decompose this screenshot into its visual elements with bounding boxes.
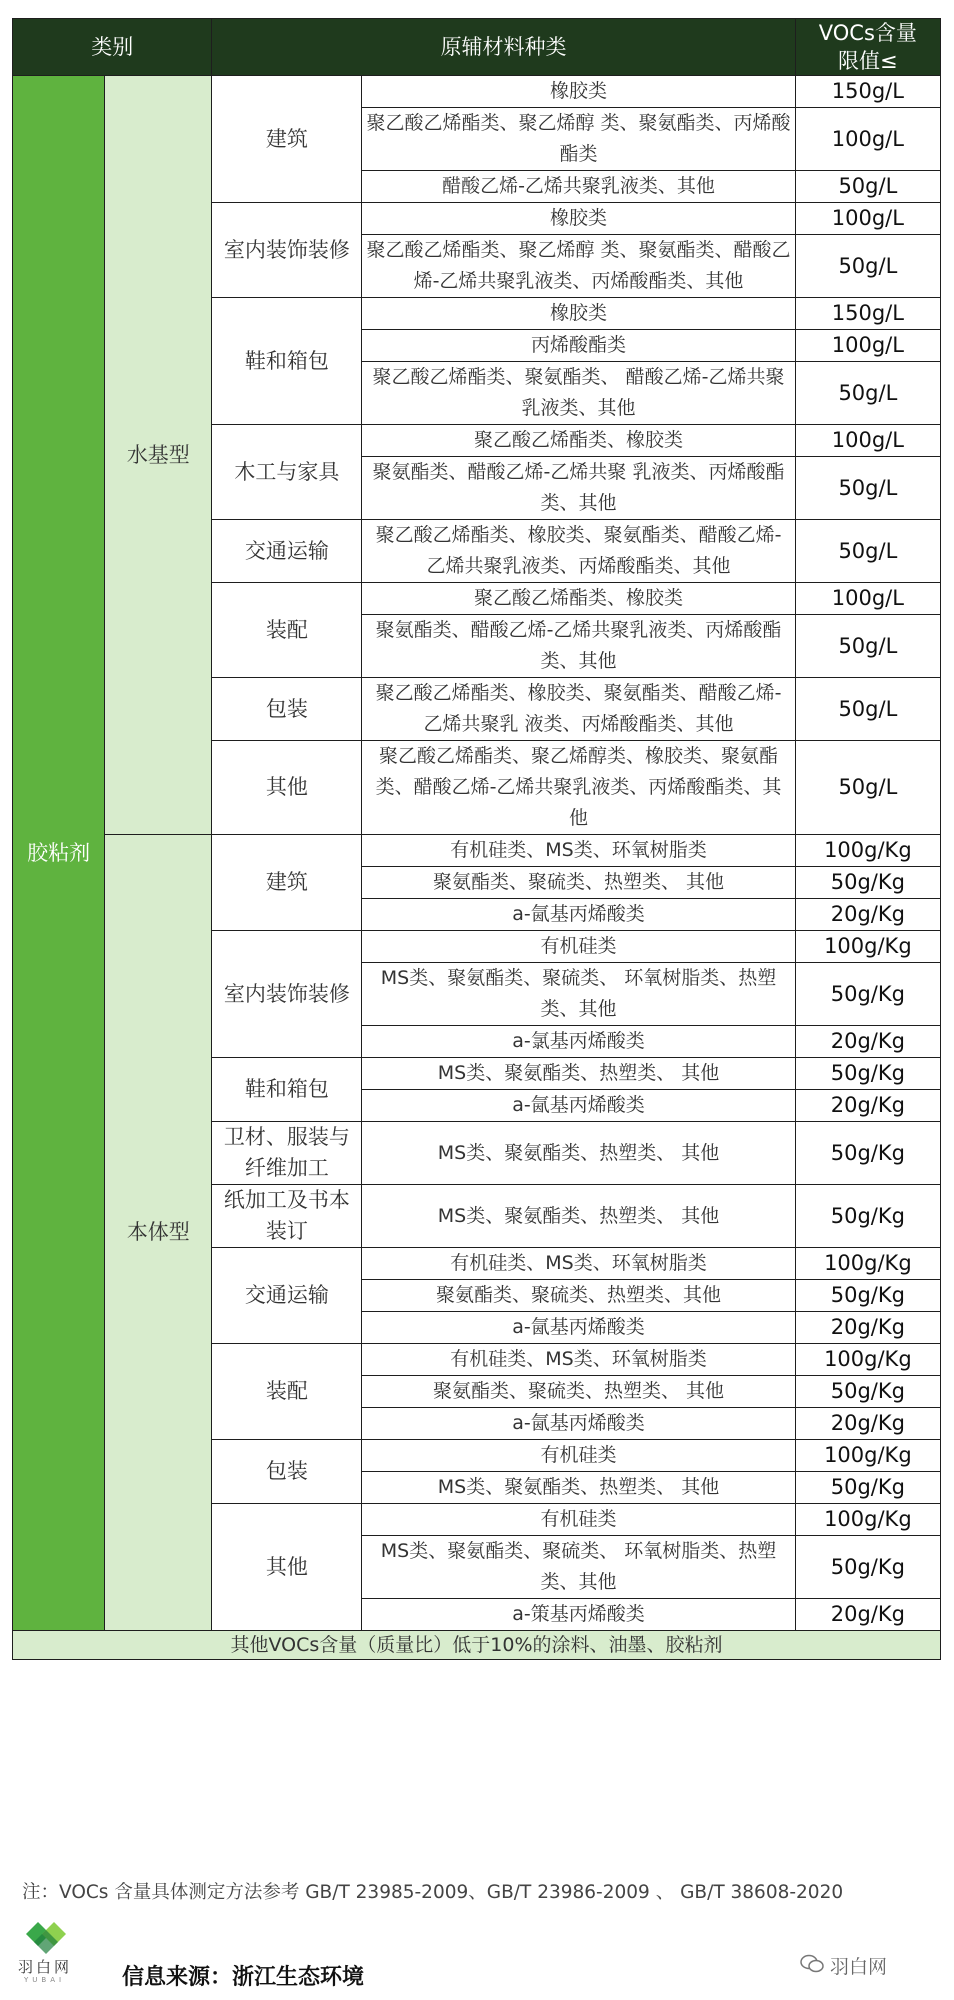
material-cell: 聚氨酯类、醋酸乙烯-乙烯共聚乳液类、丙烯酸酯类、其他 <box>362 615 795 678</box>
material-cell: a-氯基丙烯酸类 <box>362 1026 795 1058</box>
material-cell: 聚乙酸乙烯酯类、聚氨酯类、 醋酸乙烯-乙烯共聚乳液类、其他 <box>362 362 795 425</box>
limit-cell: 50g/Kg <box>795 1058 940 1090</box>
limit-cell: 50g/Kg <box>795 1376 940 1408</box>
material-cell: a-氤基丙烯酸类 <box>362 1312 795 1344</box>
limit-cell: 50g/Kg <box>795 1472 940 1504</box>
limit-cell: 100g/Kg <box>795 1504 940 1536</box>
limit-cell: 50g/L <box>795 235 940 298</box>
material-cell: MS类、聚氨酯类、热塑类、 其他 <box>362 1185 795 1248</box>
application-cell: 纸加工及书本装订 <box>212 1185 362 1248</box>
limit-cell: 100g/Kg <box>795 1248 940 1280</box>
watermark-text: 羽白网 <box>830 1956 888 1978</box>
material-cell: 聚乙酸乙烯酯类、橡胶类 <box>362 425 795 457</box>
material-cell: a-策基丙烯酸类 <box>362 1599 795 1631</box>
brand-sub: YUBAI <box>24 1976 66 1984</box>
limit-cell: 100g/Kg <box>795 1344 940 1376</box>
limit-cell: 100g/L <box>795 425 940 457</box>
material-cell: 聚乙酸乙烯酯类、橡胶类、聚氨酯类、醋酸乙烯-乙烯共聚乳 液类、丙烯酸酯类、其他 <box>362 678 795 741</box>
material-cell: MS类、聚氨酯类、热塑类、 其他 <box>362 1122 795 1185</box>
application-cell: 装配 <box>212 583 362 678</box>
application-cell: 包装 <box>212 678 362 741</box>
header-materials: 原辅材料种类 <box>212 19 795 76</box>
material-cell: 橡胶类 <box>362 298 795 330</box>
limit-cell: 50g/L <box>795 362 940 425</box>
material-cell: 聚乙酸乙烯酯类、橡胶类、聚氨酯类、醋酸乙烯-乙烯共聚乳液类、丙烯酸酯类、其他 <box>362 520 795 583</box>
material-cell: a-氤基丙烯酸类 <box>362 1090 795 1122</box>
material-cell: MS类、聚氨酯类、热塑类、 其他 <box>362 1472 795 1504</box>
material-cell: MS类、聚氨酯类、聚硫类、 环氧树脂类、热塑类、其他 <box>362 963 795 1026</box>
application-cell: 鞋和箱包 <box>212 298 362 425</box>
application-cell: 建筑 <box>212 76 362 203</box>
type-body: 本体型 <box>105 835 212 1631</box>
material-cell: 丙烯酸酯类 <box>362 330 795 362</box>
material-cell: 聚乙酸乙烯酯类、聚乙烯醇 类、聚氨酯类、丙烯酸酯类 <box>362 108 795 171</box>
limit-cell: 100g/Kg <box>795 931 940 963</box>
table-row <box>13 76 941 108</box>
limit-cell: 100g/L <box>795 203 940 235</box>
application-cell: 交通运输 <box>212 1248 362 1344</box>
source-text: 信息来源：浙江生态环境 <box>122 1965 365 1990</box>
application-cell: 木工与家具 <box>212 425 362 520</box>
limit-cell: 50g/Kg <box>795 1185 940 1248</box>
limit-cell: 50g/Kg <box>795 1122 940 1185</box>
limit-cell: 20g/Kg <box>795 1599 940 1631</box>
wechat-icon <box>800 1954 824 1974</box>
limit-cell: 50g/Kg <box>795 1280 940 1312</box>
header-limit <box>795 19 940 76</box>
material-cell: a-氤基丙烯酸类 <box>362 1408 795 1440</box>
application-cell: 包装 <box>212 1440 362 1504</box>
limit-cell: 20g/Kg <box>795 1408 940 1440</box>
brand-name: 羽白网 <box>18 1958 73 1976</box>
material-cell: MS类、聚氨酯类、热塑类、 其他 <box>362 1058 795 1090</box>
footer-row <box>13 1631 941 1660</box>
material-cell: MS类、聚氨酯类、聚硫类、 环氧树脂类、热塑类、其他 <box>362 1536 795 1599</box>
application-cell: 室内装饰装修 <box>212 931 362 1058</box>
limit-cell: 50g/Kg <box>795 867 940 899</box>
footnote: 注：VOCs 含量具体测定方法参考 GB/T 23985-2009、GB/T 23986-2009 、 GB/T 38608-2020 <box>22 1882 844 1903</box>
application-cell: 建筑 <box>212 835 362 931</box>
limit-cell: 50g/L <box>795 615 940 678</box>
material-cell: 聚氨酯类、聚硫类、热塑类、 其他 <box>362 1376 795 1408</box>
application-cell: 交通运输 <box>212 520 362 583</box>
material-cell: a-氤基丙烯酸类 <box>362 899 795 931</box>
limit-cell: 150g/L <box>795 76 940 108</box>
material-cell: 聚乙酸乙烯酯类、橡胶类 <box>362 583 795 615</box>
footer-row-text: 其他VOCs含量（质量比）低于10%的涂料、油墨、胶粘剂 <box>13 1631 941 1660</box>
table-row <box>13 835 941 867</box>
application-cell: 其他 <box>212 1504 362 1631</box>
material-cell: 聚氨酯类、聚硫类、热塑类、其他 <box>362 1280 795 1312</box>
material-cell: 有机硅类、MS类、环氧树脂类 <box>362 1248 795 1280</box>
material-cell: 聚氨酯类、聚硫类、热塑类、 其他 <box>362 867 795 899</box>
limit-cell: 50g/L <box>795 678 940 741</box>
material-cell: 有机硅类 <box>362 1504 795 1536</box>
limit-cell: 50g/Kg <box>795 963 940 1026</box>
material-cell: 有机硅类 <box>362 1440 795 1472</box>
limit-cell: 100g/L <box>795 583 940 615</box>
table-body <box>13 76 941 1631</box>
application-cell: 装配 <box>212 1344 362 1440</box>
limit-cell: 50g/L <box>795 171 940 203</box>
material-cell: 橡胶类 <box>362 76 795 108</box>
application-cell: 其他 <box>212 741 362 835</box>
material-cell: 聚氨酯类、醋酸乙烯-乙烯共聚 乳液类、丙烯酸酯类、其他 <box>362 457 795 520</box>
header-category: 类别 <box>13 19 212 76</box>
header-limit-line2: 限值≤ <box>838 49 898 73</box>
limit-cell: 100g/Kg <box>795 1440 940 1472</box>
material-cell: 醋酸乙烯-乙烯共聚乳液类、其他 <box>362 171 795 203</box>
application-cell: 室内装饰装修 <box>212 203 362 298</box>
application-cell: 卫材、服装与纤维加工 <box>212 1122 362 1185</box>
limit-cell: 20g/Kg <box>795 899 940 931</box>
type-water-based: 水基型 <box>105 76 212 835</box>
limit-cell: 50g/Kg <box>795 1536 940 1599</box>
limit-cell: 20g/Kg <box>795 1312 940 1344</box>
limit-cell: 50g/L <box>795 520 940 583</box>
limit-cell: 100g/L <box>795 108 940 171</box>
limit-cell: 20g/Kg <box>795 1026 940 1058</box>
material-cell: 聚乙酸乙烯酯类、聚乙烯醇 类、聚氨酯类、醋酸乙烯-乙烯共聚乳液类、丙烯酸酯类、其他 <box>362 235 795 298</box>
voc-limits-table <box>12 18 941 1660</box>
limit-cell: 50g/L <box>795 741 940 835</box>
limit-cell: 150g/L <box>795 298 940 330</box>
material-cell: 有机硅类 <box>362 931 795 963</box>
material-cell: 有机硅类、MS类、环氧树脂类 <box>362 1344 795 1376</box>
limit-cell: 20g/Kg <box>795 1090 940 1122</box>
limit-cell: 100g/L <box>795 330 940 362</box>
header-limit-line1: VOCs含量 <box>818 21 917 45</box>
material-cell: 有机硅类、MS类、环氧树脂类 <box>362 835 795 867</box>
limit-cell: 50g/L <box>795 457 940 520</box>
category-cell: 胶粘剂 <box>13 76 105 1631</box>
table-header-row <box>13 19 941 76</box>
limit-cell: 100g/Kg <box>795 835 940 867</box>
application-cell: 鞋和箱包 <box>212 1058 362 1122</box>
material-cell: 橡胶类 <box>362 203 795 235</box>
material-cell: 聚乙酸乙烯酯类、聚乙烯醇类、橡胶类、聚氨酯类、醋酸乙烯-乙烯共聚乳液类、丙烯酸酯类、其他 <box>362 741 795 835</box>
